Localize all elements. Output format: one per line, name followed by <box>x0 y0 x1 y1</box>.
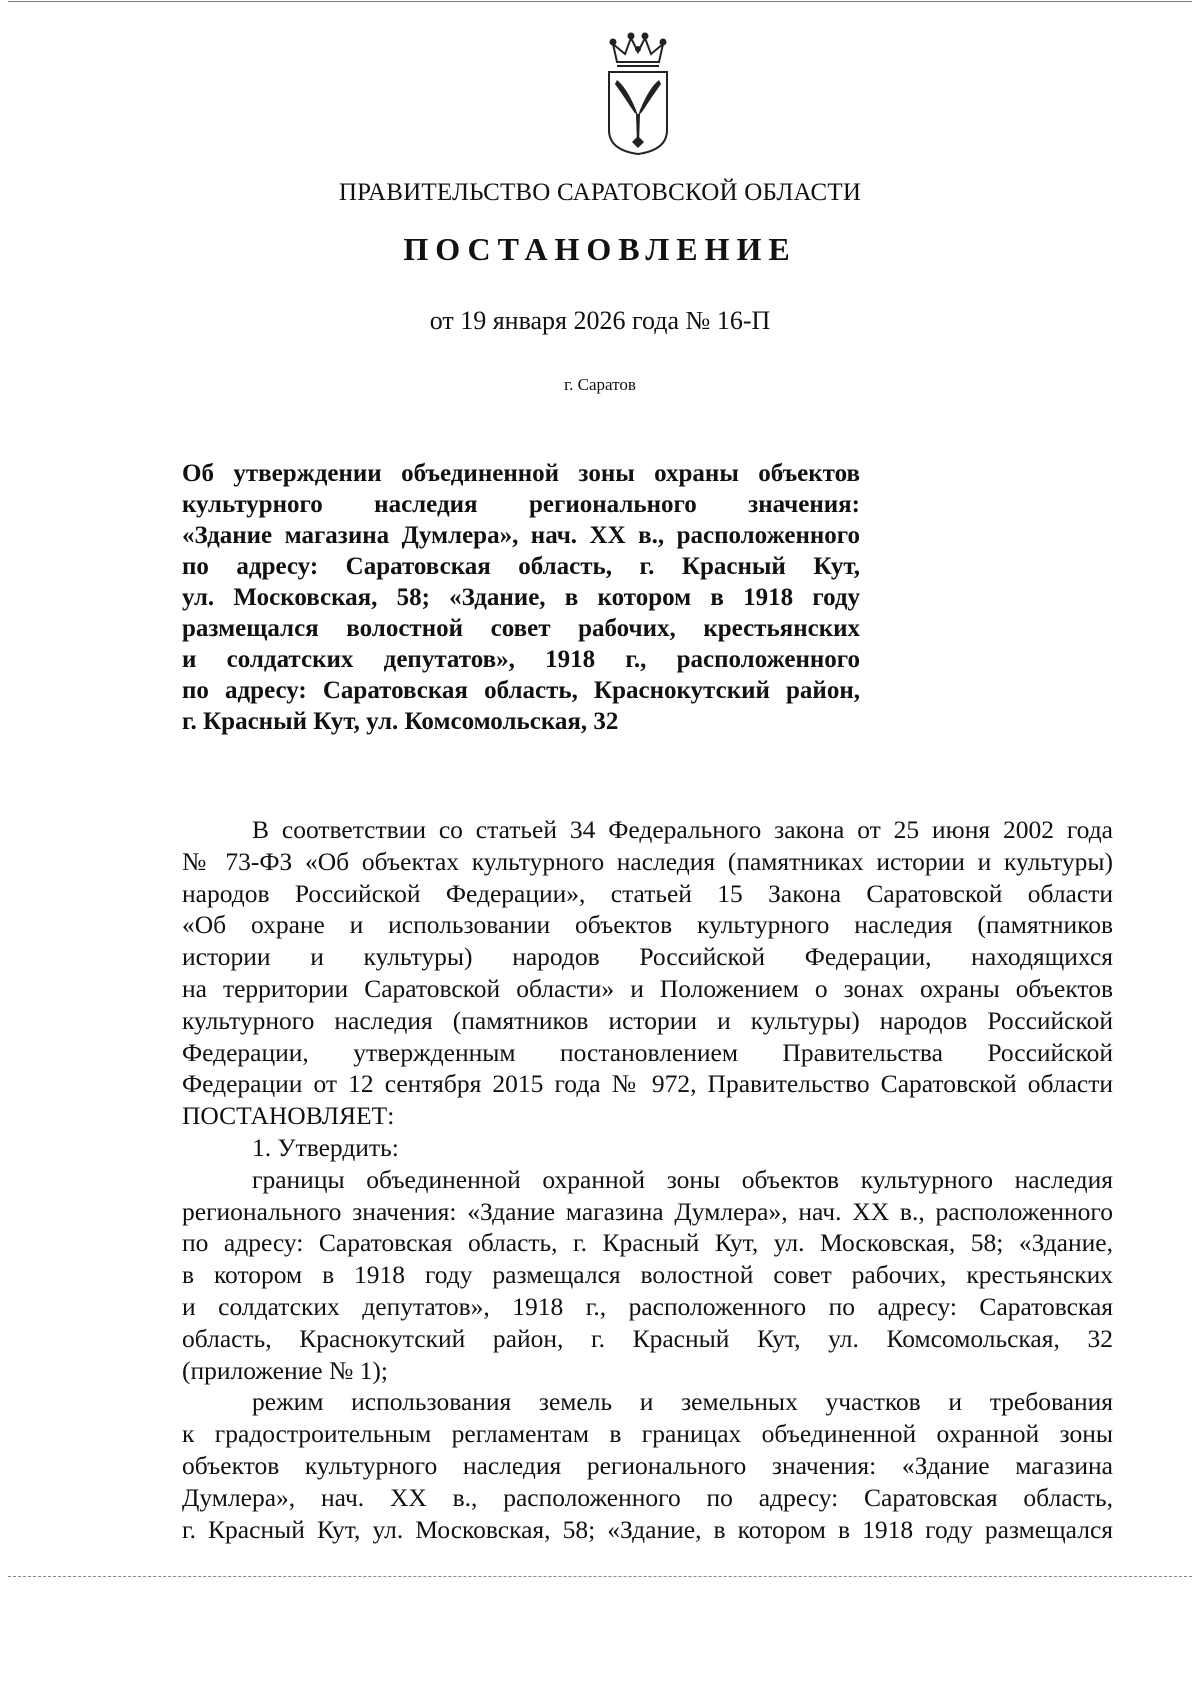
top-scan-edge <box>8 1 1192 2</box>
document-city: г. Саратов <box>564 375 636 394</box>
body-line: Федерации, утвержденным постановлением Правительства Российской <box>182 1037 1113 1067</box>
saratov-coat-of-arms-icon <box>603 32 673 156</box>
body-line: Федерации от 12 сентября 2015 года № 972, Правительство Саратовской области <box>182 1069 1113 1099</box>
body-line: в котором в 1918 году размещался волостной совет рабочих, крестьянских <box>182 1260 1113 1290</box>
document-date-number: от 19 января 2026 года № 16-П <box>429 306 771 335</box>
title-line: размещался волостной совет рабочих, крестьянских <box>182 615 860 642</box>
government-name: ПРАВИТЕЛЬСТВО САРАТОВСКОЙ ОБЛАСТИ <box>338 179 862 206</box>
body-line: на территории Саратовской области» и Положением о зонах охраны объектов <box>182 973 1113 1003</box>
body-line: Думлера», нач. XX в., расположенного по адресу: Саратовская область, <box>182 1482 1113 1512</box>
body-line: к градостроительным регламентам в границах объединенной охранной зоны <box>182 1419 1113 1449</box>
document-type: ПОСТАНОВЛЕНИЕ <box>403 231 797 267</box>
title-line: «Здание магазина Думлера», нач. XX в., расположенного <box>182 522 860 549</box>
title-line: и солдатских депутатов», 1918 г., расположенного <box>182 646 860 673</box>
title-line: по адресу: Саратовская область, Краснокутский район, <box>182 677 860 704</box>
bottom-scan-edge <box>8 1576 1192 1577</box>
body-line: регионального значения: «Здание магазина Думлера», нач. XX в., расположенного <box>182 1196 1113 1226</box>
body-line: режим использования земель и земельных участков и требования <box>252 1387 1113 1417</box>
document-title <box>182 458 860 737</box>
body-line: и солдатских депутатов», 1918 г., расположенного по адресу: Саратовская <box>182 1291 1113 1321</box>
title-line: ул. Московская, 58; «Здание, в котором в 1918 году <box>182 584 860 611</box>
body-line: народов Российской Федерации», статьей 15 Закона Саратовской области <box>182 878 1113 908</box>
title-line: г. Красный Кут, ул. Комсомольская, 32 <box>182 708 619 735</box>
body-line: область, Краснокутский район, г. Красный Кут, ул. Комсомольская, 32 <box>182 1323 1113 1353</box>
body-line: г. Красный Кут, ул. Московская, 58; «Здание, в котором в 1918 году размещался <box>182 1514 1113 1544</box>
body-line: № 73-ФЗ «Об объектах культурного наследия (памятниках истории и культуры) <box>182 846 1113 876</box>
body-line: 1. Утвердить: <box>252 1132 399 1162</box>
body-line: культурного наследия (памятников истории и культуры) народов Российской <box>182 1005 1113 1035</box>
body-line: В соответствии со статьей 34 Федерального закона от 25 июня 2002 года <box>252 815 1113 844</box>
body-line: истории и культуры) народов Российской Федерации, находящихся <box>182 942 1113 972</box>
title-line: Об утверждении объединенной зоны охраны объектов <box>182 460 860 487</box>
body-line: по адресу: Саратовская область, г. Красный Кут, ул. Московская, 58; «Здание, <box>182 1228 1113 1258</box>
body-line: объектов культурного наследия регионального значения: «Здание магазина <box>182 1450 1113 1480</box>
body-line: границы объединенной охранной зоны объектов культурного наследия <box>252 1164 1113 1194</box>
title-line: культурного наследия регионального значения: <box>182 491 860 518</box>
body-line: ПОСТАНОВЛЯЕТ: <box>182 1101 395 1131</box>
document-body <box>182 814 1113 1545</box>
title-line: по адресу: Саратовская область, г. Красный Кут, <box>182 553 860 580</box>
body-line: (приложение № 1); <box>182 1355 388 1385</box>
body-line: «Об охране и использовании объектов культурного наследия (памятников <box>182 910 1113 940</box>
